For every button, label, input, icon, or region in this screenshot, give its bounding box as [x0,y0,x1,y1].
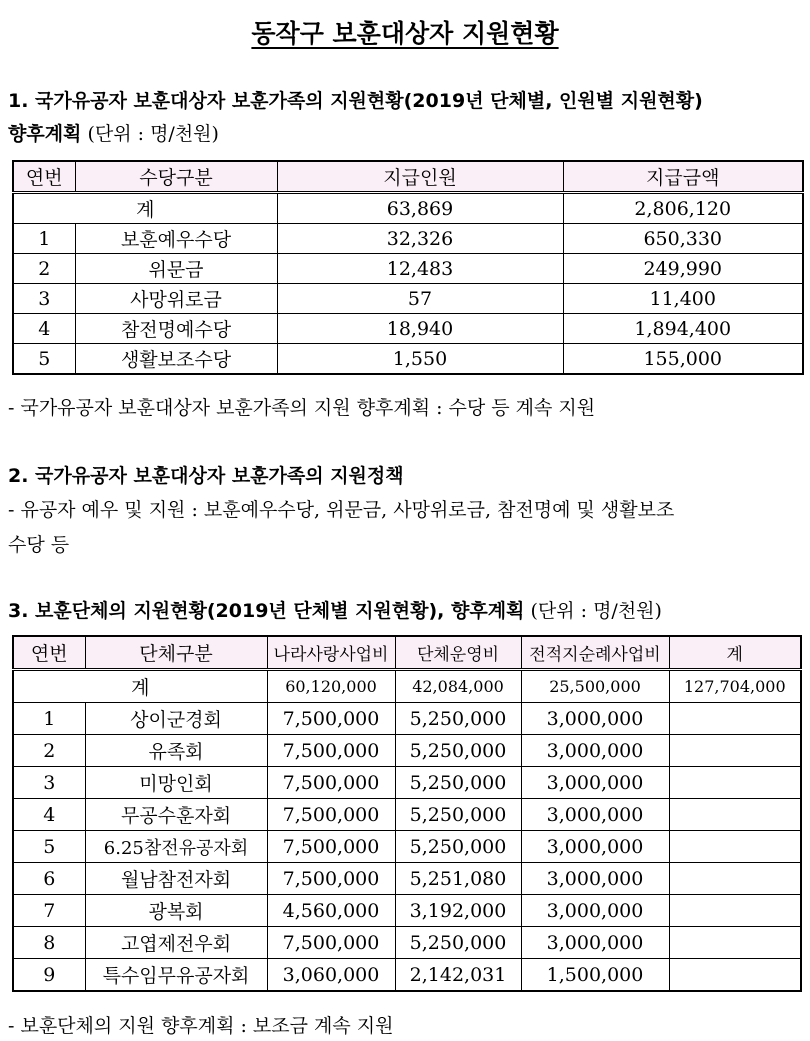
cell-c: 3,000,000 [521,799,669,831]
cell-no: 2 [13,735,85,767]
table-row [13,767,801,799]
table-row [13,895,801,927]
cell-c: 3,000,000 [521,831,669,863]
cell-b: 5,250,000 [395,703,521,735]
total-label: 계 [13,193,277,224]
col-header: 지급금액 [563,161,803,193]
cell-c: 1,500,000 [521,959,669,992]
table-row [13,344,803,375]
cell-no: 4 [13,799,85,831]
cell-no: 8 [13,927,85,959]
table-header-row [13,636,801,670]
cell-no: 1 [13,224,75,254]
cell-b: 2,142,031 [395,959,521,992]
unit-label: (단위 : 명/천원) [530,600,662,622]
cell-b: 5,251,080 [395,863,521,895]
cell-sum [669,863,801,895]
cell-a: 7,500,000 [267,863,395,895]
col-header: 단체운영비 [395,636,521,670]
cell-sum [669,895,801,927]
cell-people: 18,940 [277,314,563,344]
cell-amount: 11,400 [563,284,803,314]
total-row [13,193,803,224]
total-people: 63,869 [277,193,563,224]
note-1: - 국가유공자 보훈대상자 보훈가족의 지원 향후계획 : 수당 등 계속 지원 [8,397,596,419]
table-row [13,959,801,992]
cell-no: 5 [13,344,75,375]
table-row [13,314,803,344]
cell-a: 7,500,000 [267,799,395,831]
cell-name: 상이군경회 [85,703,267,735]
table-row [13,735,801,767]
cell-name: 미망인회 [85,767,267,799]
plan-label: 향후계획 [8,123,82,145]
cell-amount: 1,894,400 [563,314,803,344]
total-c: 25,500,000 [521,670,669,703]
cell-a: 3,060,000 [267,959,395,992]
total-row [13,670,801,703]
cell-no: 3 [13,767,85,799]
cell-b: 5,250,000 [395,735,521,767]
col-header: 연번 [13,636,85,670]
total-a: 60,120,000 [267,670,395,703]
section3-heading-line [8,596,662,623]
cell-a: 7,500,000 [267,767,395,799]
cell-name: 무공수훈자회 [85,799,267,831]
total-b: 42,084,000 [395,670,521,703]
cell-sum [669,927,801,959]
cell-sum [669,703,801,735]
col-header: 나라사랑사업비 [267,636,395,670]
cell-no: 6 [13,863,85,895]
cell-people: 12,483 [277,254,563,284]
col-header: 전적지순례사업비 [521,636,669,670]
cell-c: 3,000,000 [521,927,669,959]
total-sum: 127,704,000 [669,670,801,703]
cell-no: 5 [13,831,85,863]
cell-c: 3,000,000 [521,735,669,767]
section1-subheading [8,119,219,146]
cell-a: 7,500,000 [267,831,395,863]
section3-heading: 3. 보훈단체의 지원현황(2019년 단체별 지원현황), 향후계획 [8,600,525,622]
total-label: 계 [13,670,267,703]
total-amount: 2,806,120 [563,193,803,224]
cell-name: 생활보조수당 [75,344,277,375]
cell-no: 9 [13,959,85,992]
page-title: 동작구 보훈대상자 지원현황 [251,19,559,48]
table-row [13,799,801,831]
cell-name: 월남참전자회 [85,863,267,895]
cell-people: 32,326 [277,224,563,254]
cell-people: 57 [277,284,563,314]
cell-a: 7,500,000 [267,927,395,959]
cell-no: 7 [13,895,85,927]
section2-line1: - 유공자 예우 및 지원 : 보훈예우수당, 위문금, 사망위로금, 참전명예 및 생활보조 [8,499,675,521]
cell-sum [669,799,801,831]
section2-line2: 수당 등 [8,534,70,556]
table-row [13,254,803,284]
unit-label: (단위 : 명/천원) [87,123,219,145]
table-row [13,284,803,314]
cell-b: 3,192,000 [395,895,521,927]
cell-name: 6.25참전유공자회 [85,831,267,863]
cell-b: 5,250,000 [395,767,521,799]
cell-no: 3 [13,284,75,314]
cell-name: 유족회 [85,735,267,767]
cell-sum [669,831,801,863]
cell-c: 3,000,000 [521,895,669,927]
allowance-table [12,160,804,375]
col-header: 단체구분 [85,636,267,670]
cell-amount: 650,330 [563,224,803,254]
cell-people: 1,550 [277,344,563,375]
organization-table [12,635,802,992]
table-row [13,927,801,959]
cell-name: 광복회 [85,895,267,927]
section1-heading: 1. 국가유공자 보훈대상자 보훈가족의 지원현황(2019년 단체별, 인원별 지원현황) [8,90,703,112]
col-header: 계 [669,636,801,670]
table-row [13,224,803,254]
cell-b: 5,250,000 [395,831,521,863]
cell-no: 4 [13,314,75,344]
table-row [13,703,801,735]
col-header: 수당구분 [75,161,277,193]
cell-c: 3,000,000 [521,863,669,895]
cell-no: 2 [13,254,75,284]
cell-name: 특수임무유공자회 [85,959,267,992]
cell-c: 3,000,000 [521,703,669,735]
cell-no: 1 [13,703,85,735]
cell-sum [669,735,801,767]
cell-c: 3,000,000 [521,767,669,799]
cell-sum [669,767,801,799]
cell-name: 위문금 [75,254,277,284]
section2-heading: 2. 국가유공자 보훈대상자 보훈가족의 지원정책 [8,465,404,487]
cell-name: 고엽제전우회 [85,927,267,959]
cell-sum [669,959,801,992]
table-row [13,831,801,863]
cell-b: 5,250,000 [395,799,521,831]
cell-name: 보훈예우수당 [75,224,277,254]
cell-a: 4,560,000 [267,895,395,927]
cell-a: 7,500,000 [267,703,395,735]
cell-amount: 155,000 [563,344,803,375]
cell-b: 5,250,000 [395,927,521,959]
note-3: - 보훈단체의 지원 향후계획 : 보조금 계속 지원 [8,1015,394,1037]
cell-a: 7,500,000 [267,735,395,767]
col-header: 연번 [13,161,75,193]
cell-name: 사망위로금 [75,284,277,314]
cell-name: 참전명예수당 [75,314,277,344]
table-row [13,863,801,895]
cell-amount: 249,990 [563,254,803,284]
table-header-row [13,161,803,193]
col-header: 지급인원 [277,161,563,193]
